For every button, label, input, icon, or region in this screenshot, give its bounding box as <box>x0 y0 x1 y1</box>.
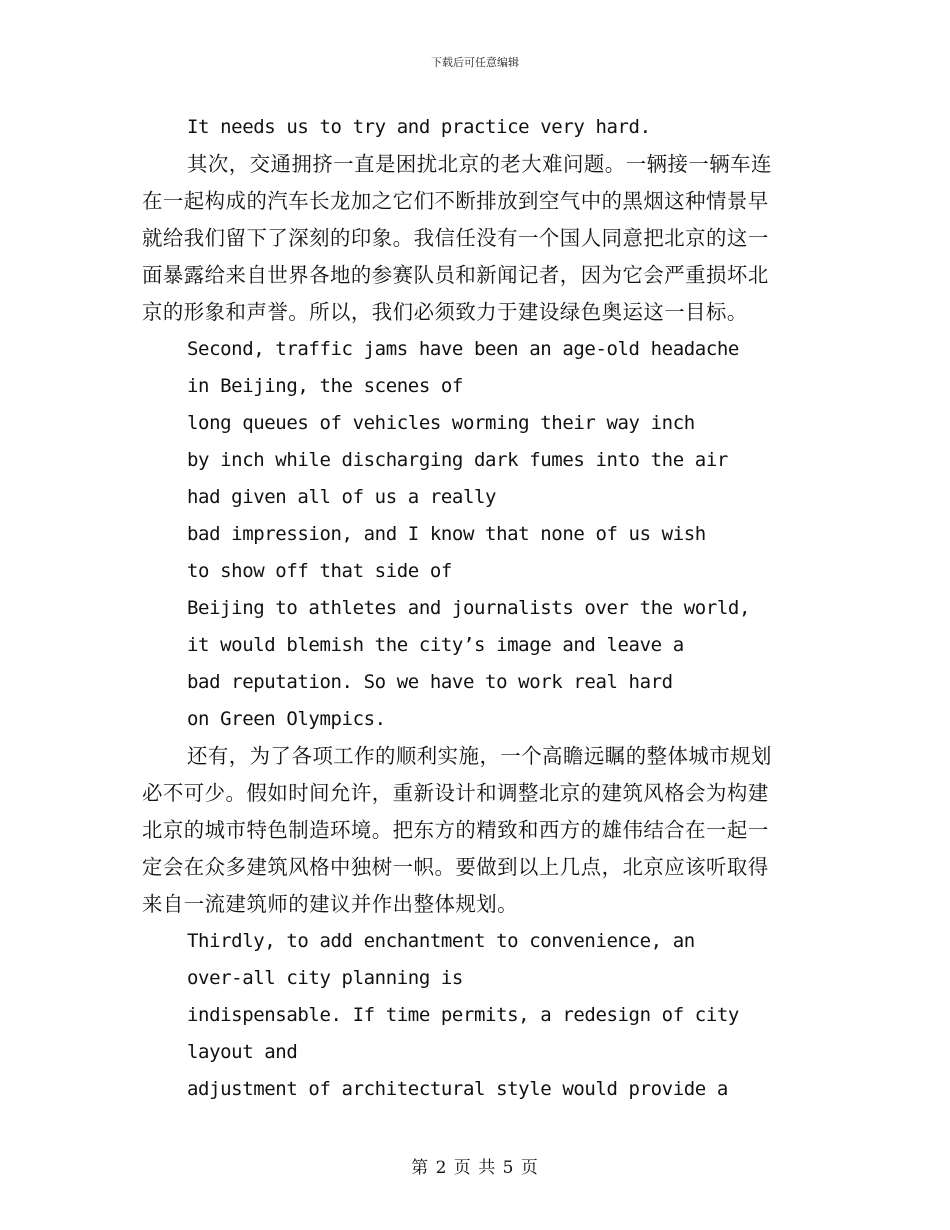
body-text <box>142 109 802 1108</box>
text-line-13: to show off that side of <box>187 560 452 582</box>
text-line-17: on Green Olympics. <box>187 708 386 730</box>
page-header: 下载后可任意编辑 <box>431 56 519 69</box>
text-line-20: 北京的城市特色制造环境。把东方的精致和西方的雄伟结合在一起一 <box>142 818 769 842</box>
text-line-10: by inch while discharging dark fumes into the air <box>187 449 728 471</box>
text-line-26: layout and <box>187 1041 298 1063</box>
text-line-7: Second, traffic jams have been an age-old headache <box>187 338 739 360</box>
text-line-15: it would blemish the city’s image and leave a <box>187 634 684 656</box>
text-line-27: adjustment of architectural style would provide a <box>187 1078 728 1100</box>
text-line-24: over-all city planning is <box>187 967 463 989</box>
text-line-16: bad reputation. So we have to work real hard <box>187 671 673 693</box>
text-line-11: had given all of us a really <box>187 486 497 508</box>
text-line-14: Beijing to athletes and journalists over the world, <box>187 597 750 619</box>
text-line-5: 面暴露给来自世界各地的参赛队员和新闻记者，因为它会严重损坏北 <box>142 263 769 287</box>
text-line-12: bad impression, and I know that none of us wish <box>187 523 706 545</box>
text-line-6: 京的形象和声誉。所以，我们必须致力于建设绿色奥运这一目标。 <box>142 300 748 324</box>
text-line-2: 其次，交通拥挤一直是困扰北京的老大难问题。一辆接一辆车连 <box>187 152 772 176</box>
text-line-21: 定会在众多建筑风格中独树一帜。要做到以上几点，北京应该听取得 <box>142 855 769 879</box>
text-line-9: long queues of vehicles worming their way inch <box>187 412 695 434</box>
page-number: 第 2 页 共 5 页 <box>411 1158 539 1178</box>
text-line-4: 就给我们留下了深刻的印象。我信任没有一个国人同意把北京的这一 <box>142 226 769 250</box>
text-line-1: It needs us to try and practice very hard. <box>187 116 651 138</box>
text-line-8: in Beijing, the scenes of <box>187 375 463 397</box>
text-line-3: 在一起构成的汽车长龙加之它们不断排放到空气中的黑烟这种情景早 <box>142 189 769 213</box>
text-line-19: 必不可少。假如时间允许，重新设计和调整北京的建筑风格会为构建 <box>142 781 769 805</box>
text-line-23: Thirdly, to add enchantment to convenience, an <box>187 930 695 952</box>
text-line-25: indispensable. If time permits, a redesign of city <box>187 1004 739 1026</box>
text-line-18: 还有，为了各项工作的顺利实施，一个高瞻远瞩的整体城市规划 <box>187 744 772 768</box>
text-line-22: 来自一流建筑师的建议并作出整体规划。 <box>142 892 519 916</box>
